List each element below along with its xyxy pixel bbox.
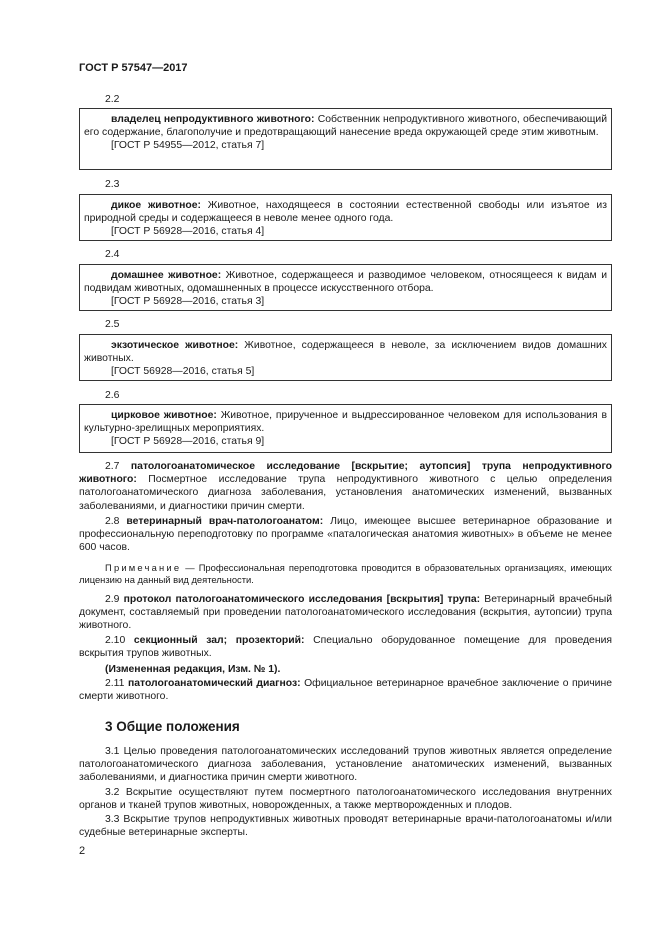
term-source: [ГОСТ Р 54955—2012, статья 7] <box>111 140 265 152</box>
term-definition <box>80 199 611 225</box>
term-number: 2.8 <box>105 516 120 527</box>
term-text: Лицо, имеющее высшее ветеринарное образование и профессиональную переподготовку по программе «паталогическая анатомия животных» в объеме не менее 600 часов. <box>79 516 612 554</box>
term-name: экзотическое животное: <box>111 340 239 351</box>
term-number: 2.4 <box>105 249 120 260</box>
note-text: — Профессиональная переподготовка проводится в образовательных организациях, имеющих лицензию на данный вид деятельности. <box>79 562 612 586</box>
section-paragraph: 3.1 Целью проведения патологоанатомических исследований трупов животных является определение патологоанатомического диагноза заболевания, установление анатомических изменений, вызванных заболеваниями, и диагностика причин смерти животного. <box>79 746 612 784</box>
term-name: дикое животное: <box>111 200 201 211</box>
term-source: [ГОСТ Р 56928—2016, статья 3] <box>111 296 265 308</box>
term-number: 2.6 <box>105 390 120 401</box>
term-paragraph <box>79 677 612 703</box>
term-text: Ветеринарный врачебный документ, составляемый при проведении патологоанатомического исследования (вскрытия, аутопсии) трупа животного. <box>79 594 612 632</box>
term-name: патологоанатомическое исследование [вскрытие; аутопсия] трупа непродуктивного животного: <box>79 461 613 486</box>
term-box <box>79 108 612 170</box>
page-header: ГОСТ Р 57547—2017 <box>79 62 188 74</box>
term-name: протокол патологоанатомического исследования [вскрытия] трупа: <box>123 594 481 605</box>
term-text: Посмертное исследование трупа непродуктивного животного с целью определения патологоанатомического диагноза заболевания, установления анатомических изменений, вызванных заболеваниями, и диагностики причин смерти. <box>79 474 612 512</box>
term-number: 2.3 <box>105 179 120 190</box>
term-paragraph <box>79 593 612 633</box>
note-label: Примечание <box>105 562 182 573</box>
term-text: Специально оборудованное помещение для проведения вскрытия трупов животных. <box>79 635 613 660</box>
term-text: Животное, содержащееся и разводимое человеком, относящееся к видам и подвидам животных, одомашненных в процессе искусственного отбора. <box>84 270 607 295</box>
term-name: цирковое животное: <box>111 410 217 421</box>
term-number: 2.5 <box>105 319 120 330</box>
note <box>79 562 612 587</box>
term-box <box>79 264 612 311</box>
section-heading: 3 Общие положения <box>105 719 240 734</box>
term-paragraph <box>79 460 612 513</box>
amendment-note: (Измененная редакция, Изм. № 1). <box>105 664 281 675</box>
term-name: секционный зал; прозекторий: <box>133 635 305 646</box>
term-box <box>79 404 612 453</box>
term-source: [ГОСТ Р 56928—2016, статья 4] <box>111 226 265 238</box>
page-number: 2 <box>79 845 86 857</box>
term-source: [ГОСТ Р 56928—2016, статья 9] <box>111 436 265 448</box>
term-text: Собственник непродуктивного животного, обеспечивающий его содержание, благополучие и предотвращающий нанесение вреда окружающей среде этим животным. <box>84 114 608 139</box>
term-source: [ГОСТ 56928—2016, статья 5] <box>111 366 255 378</box>
term-number: 2.9 <box>105 594 120 605</box>
term-box <box>79 194 612 241</box>
term-paragraph <box>79 634 612 660</box>
term-definition <box>80 113 611 139</box>
term-number: 2.11 <box>105 678 125 689</box>
section-paragraph: 3.2 Вскрытие осуществляют путем посмертного патологоанатомического исследования внутренних органов и тканей трупов животных, новорожденных, а также мертворожденных и плодов. <box>79 787 612 812</box>
term-number: 2.7 <box>105 461 120 472</box>
term-box <box>79 334 612 381</box>
term-number: 2.10 <box>105 635 126 646</box>
section-paragraph: 3.3 Вскрытие трупов непродуктивных животных проводят ветеринарные врачи-патологоанатомы и/или судебные ветеринарные эксперты. <box>79 814 612 839</box>
term-text: Животное, находящееся в состоянии естественной свободы или изъятое из природной среды и содержащееся в неволе менее одного года. <box>84 200 607 225</box>
term-definition <box>80 409 611 435</box>
term-paragraph <box>79 515 612 555</box>
term-name: домашнее животное: <box>111 270 222 281</box>
term-definition <box>80 269 611 295</box>
term-text: Официальное ветеринарное врачебное заключение о причине смерти животного. <box>79 678 612 703</box>
term-name: ветеринарный врач-патологоанатом: <box>126 516 324 527</box>
term-text: Животное, содержащееся в неволе, за исключением видов домашних животных. <box>84 340 607 365</box>
term-name: патологоанатомический диагноз: <box>127 678 301 689</box>
term-number: 2.2 <box>105 94 120 105</box>
term-definition <box>80 339 611 365</box>
term-text: Животное, прирученное и выдрессированное человеком для использования в культурно-зрелищных мероприятиях. <box>84 410 607 435</box>
term-name: владелец непродуктивного животного: <box>111 114 315 125</box>
